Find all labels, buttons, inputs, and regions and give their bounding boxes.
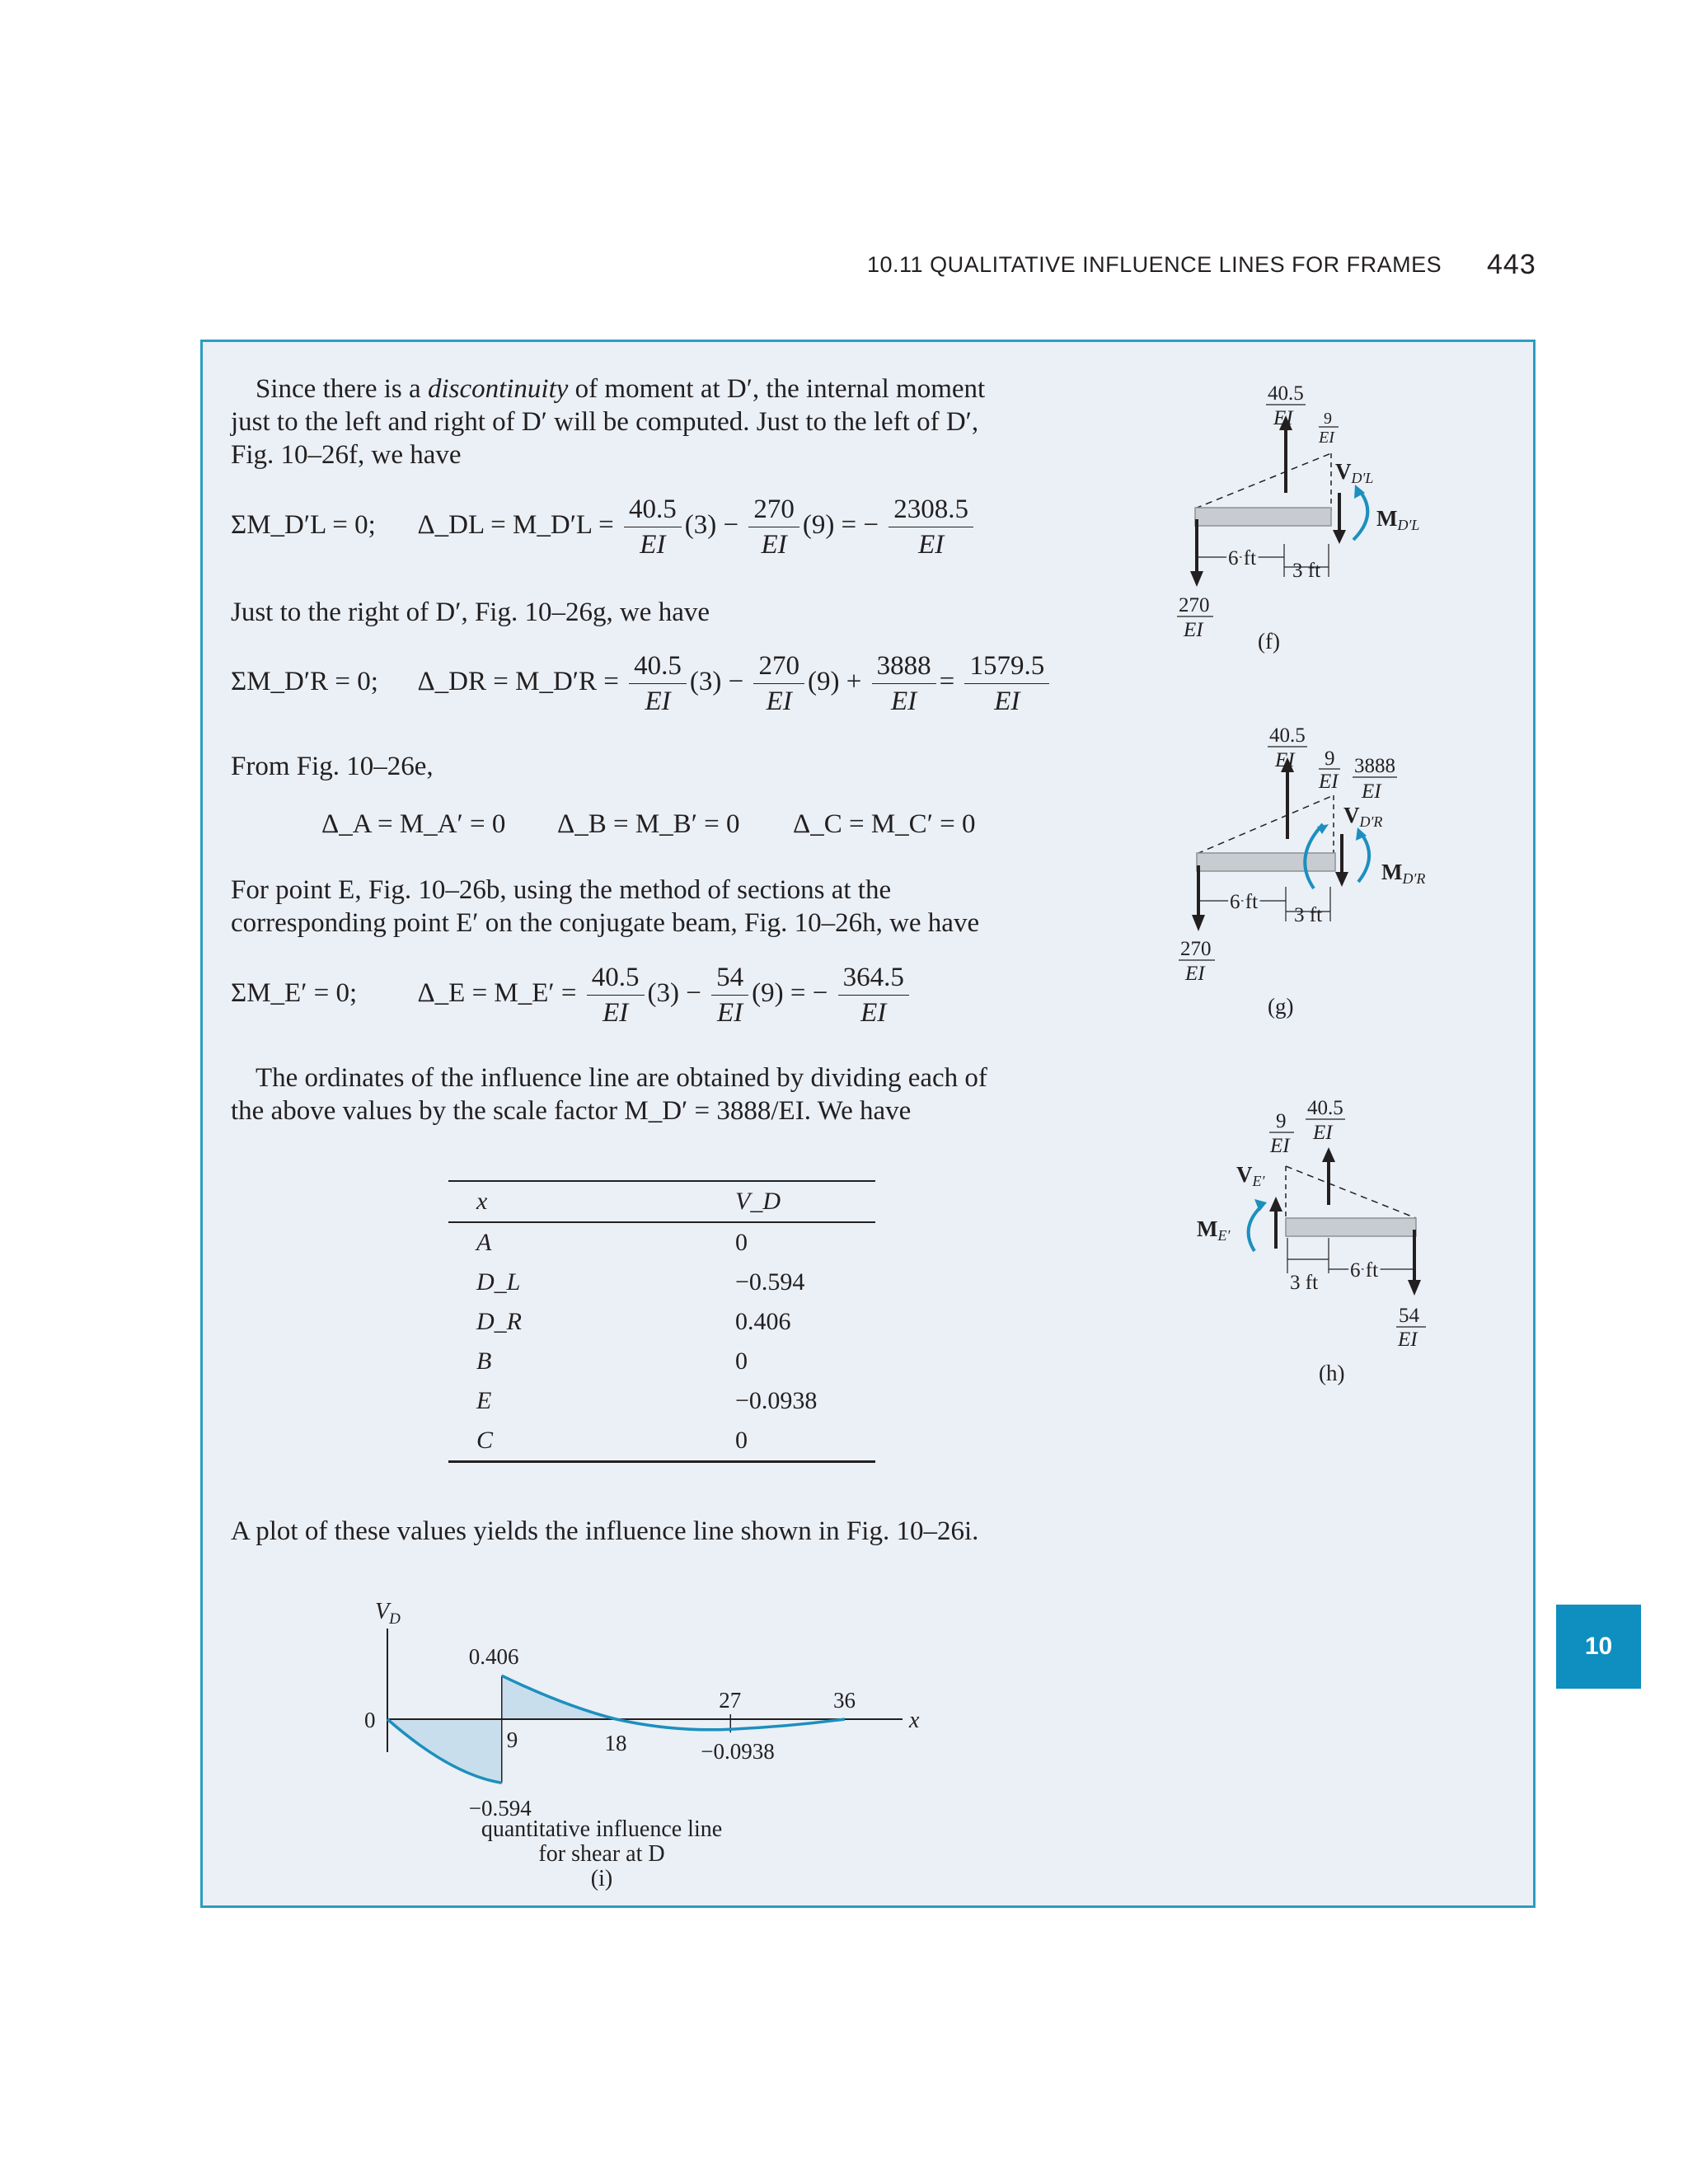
dim-label-2: 3 ft (1292, 560, 1321, 582)
caption-line-1: quantitative influence line (481, 1816, 723, 1842)
paragraph-4-line-2: corresponding point E′ on the conjugate beam, Fig. 10–26h, we have (231, 908, 980, 938)
down-den: EI (1184, 619, 1203, 641)
chart-caption (462, 1817, 742, 1891)
up-den: EI (1273, 407, 1293, 429)
paragraph-5-line-2: the above values by the scale factor M_D′ = 3888/EI. We have (231, 1096, 912, 1126)
small-num: 9 (1325, 748, 1335, 770)
down-num: 270 (1180, 938, 1212, 960)
mid-num: 3888 (1354, 755, 1395, 777)
small-den: EI (1319, 429, 1334, 447)
down-arrow-head (1190, 571, 1203, 587)
equation-3a: Δ_A = M_A′ = 0 (321, 809, 506, 839)
shear-label: VE′ (1236, 1162, 1265, 1189)
moment-label: ME′ (1197, 1216, 1231, 1244)
data-label-min: −0.594 (468, 1796, 532, 1821)
table-row: A 0 (476, 1229, 748, 1256)
equation-3c: Δ_C = M_C′ = 0 (793, 809, 976, 839)
figure-label: (g) (1268, 994, 1294, 1019)
paragraph-1-line-1: Since there is a discontinuity of moment at D′, the internal moment (256, 374, 986, 404)
table-row: C 0 (448, 1421, 875, 1462)
paragraph-3: From Fig. 10–26e, (231, 752, 434, 781)
table-header-vd: V_D (735, 1188, 781, 1215)
dim-label-1: 6 ft (1228, 547, 1257, 569)
tick-label-18: 18 (604, 1731, 627, 1755)
paragraph-2: Just to the right of D′, Fig. 10–26g, we have (231, 598, 710, 627)
x-axis-label: x (909, 1708, 920, 1733)
tick-label-9: 9 (506, 1727, 518, 1752)
paragraph-1-line-2: just to the left and right of D′ will be computed. Just to the left of D′, (231, 407, 979, 437)
table-header-row (448, 1181, 875, 1222)
down-arrow-head (1408, 1280, 1421, 1296)
up-den: EI (1275, 749, 1295, 771)
figure-label: (f) (1258, 629, 1280, 654)
up-den: EI (1313, 1122, 1333, 1144)
figure-h (1179, 1088, 1459, 1401)
small-num: 9 (1276, 1110, 1287, 1132)
dim-label-2: 6 ft (1350, 1259, 1379, 1282)
up-num: 40.5 (1268, 382, 1304, 405)
dashed-load-line (1195, 453, 1331, 509)
beam (1195, 508, 1331, 526)
influence-line-chart (313, 1582, 989, 1854)
down-den: EI (1398, 1329, 1418, 1351)
beam (1286, 1218, 1416, 1236)
small-num: 9 (1324, 410, 1332, 428)
beam (1197, 853, 1335, 871)
table-row: D_R 0.406 (476, 1308, 791, 1335)
paragraph-6: A plot of these values yields the influence line shown in Fig. 10–26i. (231, 1516, 979, 1546)
shear-label: VD′L (1335, 459, 1374, 486)
mid-den: EI (1362, 780, 1381, 803)
moment-arrow-2-head (1317, 824, 1329, 834)
data-label-max: 0.406 (468, 1644, 519, 1670)
dim-label-1: 6 ft (1230, 891, 1259, 913)
paragraph-4-line-1: For point E, Fig. 10–26b, using the method of sections at the (231, 875, 892, 905)
running-header: 10.11 QUALITATIVE INFLUENCE LINES FOR FRAMES (867, 252, 1442, 277)
moment-label: MD′R (1381, 860, 1426, 887)
dashed-load-line (1286, 1166, 1416, 1218)
page-number: 443 (1487, 249, 1536, 280)
moment-label: MD′L (1376, 506, 1420, 533)
tick-label-0: 0 (364, 1708, 376, 1732)
tick-label-36: 36 (833, 1688, 856, 1713)
equation-4: ΣM_E′ = 0; Δ_E = M_E′ = $\frac{40.5}{EI}$ (3) − $\frac{54}{EI}$ (9) = − $\frac{364.5}{EI}$ (231, 963, 912, 1028)
table-row: D_L −0.594 (476, 1268, 805, 1296)
small-den: EI (1270, 1135, 1290, 1157)
negative-area (387, 1719, 502, 1783)
equation-2: ΣM_D′R = 0; Δ_DR = M_D′R = $\frac{40.5}{EI}$ (3) − $\frac{270}{EI}$ (9) + $\frac{3888}{EI}$ = $\frac{1579.5}{EI}$ (231, 651, 1053, 716)
caption-label: (i) (590, 1866, 613, 1891)
table-row: B 0 (476, 1347, 748, 1375)
shear-label: VD′R (1343, 803, 1383, 830)
table-header-x: x (476, 1188, 488, 1215)
moment-arrow (1358, 834, 1369, 882)
figure-f (1154, 371, 1459, 668)
shear-arrow-head (1335, 872, 1348, 887)
moment-arrow (1249, 1207, 1261, 1251)
shear-arrow-head (1333, 530, 1346, 544)
down-num: 54 (1399, 1305, 1419, 1327)
figure-g (1154, 717, 1459, 1030)
y-axis-label: $V_D$ (375, 1599, 401, 1628)
up-num: 40.5 (1307, 1097, 1343, 1119)
down-den: EI (1185, 963, 1205, 985)
figure-label: (h) (1319, 1361, 1345, 1385)
chapter-tab[interactable]: 10 (1556, 1605, 1641, 1689)
equation-1: ΣM_D′L = 0; Δ_DL = M_D′L = $\frac{40.5}{EI}$ (3) − $\frac{270}{EI}$ (9) = − $\frac{2308.5}{EI}$ (231, 494, 977, 560)
dim-label-1: 3 ft (1290, 1272, 1319, 1294)
up-num: 40.5 (1269, 724, 1306, 747)
dashed-load-line (1197, 795, 1334, 854)
small-den: EI (1319, 771, 1339, 793)
dim-label-2: 3 ft (1294, 904, 1323, 926)
shear-arrow-head (1269, 1197, 1282, 1212)
equation-3b: Δ_B = M_B′ = 0 (557, 809, 740, 839)
tick-label-27: 27 (719, 1688, 742, 1713)
table-row: E −0.0938 (476, 1387, 818, 1414)
down-arrow-head (1192, 915, 1205, 931)
up-arrow-head (1322, 1147, 1335, 1162)
caption-line-2: for shear at D (538, 1841, 665, 1867)
data-label-e: −0.0938 (701, 1739, 775, 1765)
paragraph-1-line-3: Fig. 10–26f, we have (231, 440, 462, 470)
ordinates-table (448, 1180, 875, 1463)
paragraph-5-line-1: The ordinates of the influence line are obtained by dividing each of (256, 1063, 987, 1093)
down-num: 270 (1179, 594, 1210, 616)
moment-arrow (1353, 491, 1367, 540)
